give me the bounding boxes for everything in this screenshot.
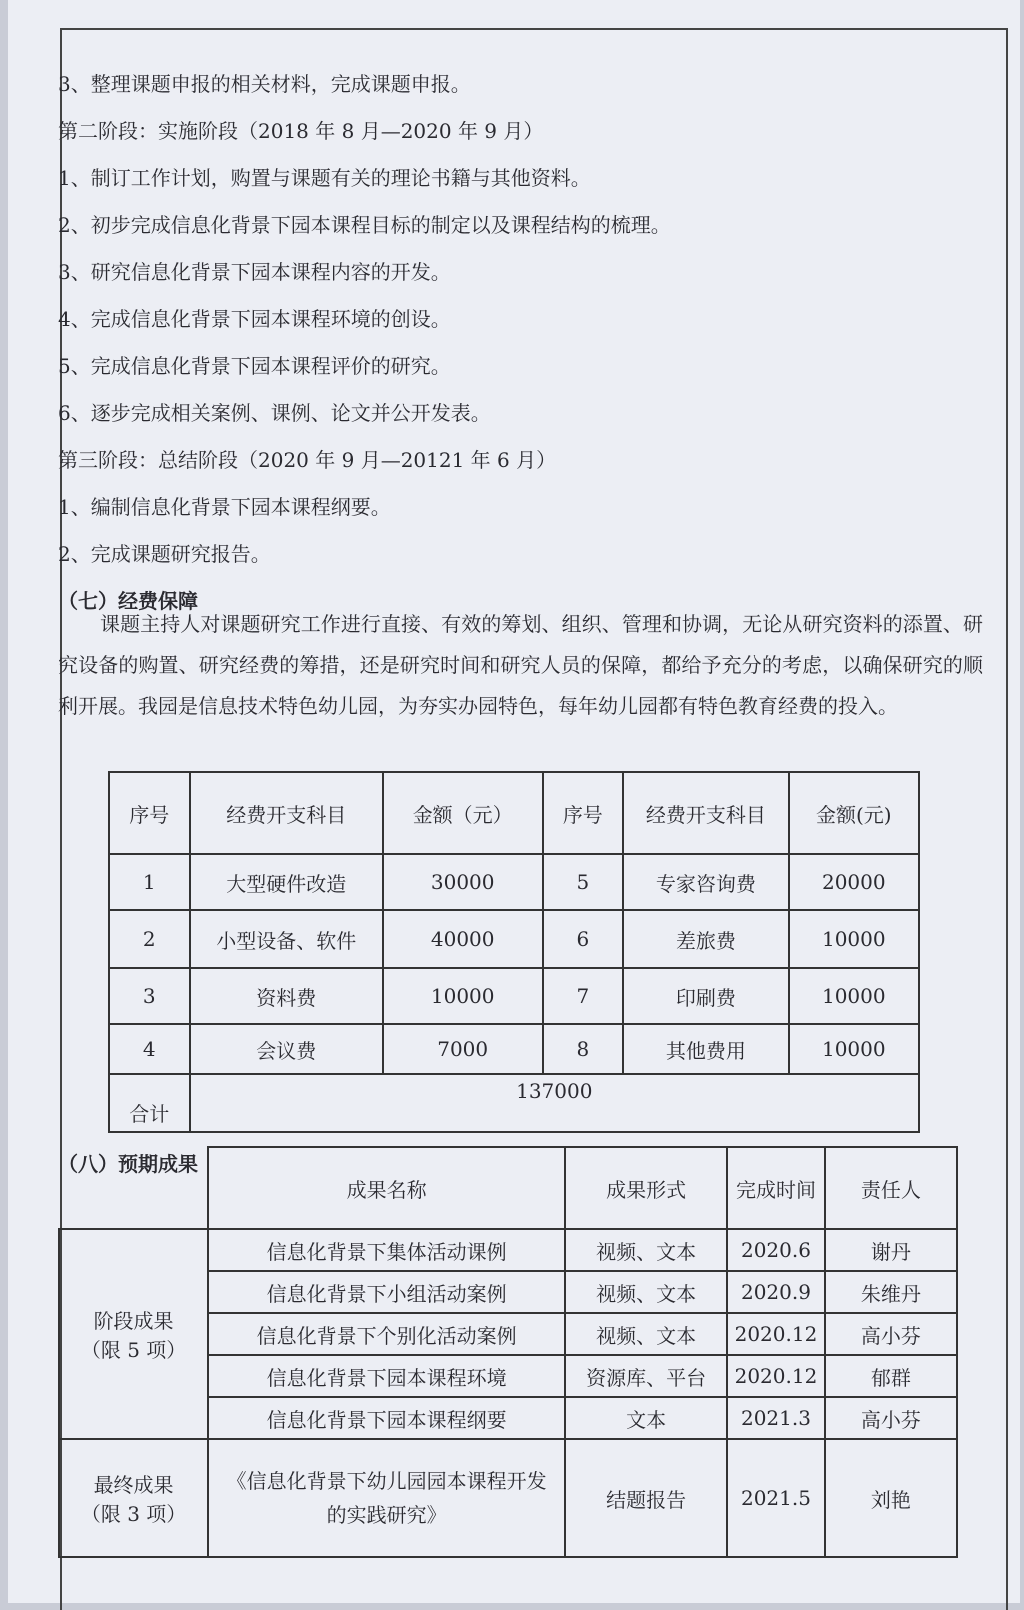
- table-cell: 2020.12: [727, 1313, 825, 1355]
- text-line: 2、完成课题研究报告。: [58, 542, 271, 566]
- table-cell: 6: [543, 910, 624, 968]
- total-label: 合计: [109, 1074, 190, 1132]
- table-cell: 20000: [789, 854, 919, 910]
- table-cell: 10000: [383, 968, 543, 1024]
- header-cell: 经费开支科目: [190, 772, 383, 854]
- text-line: 1、制订工作计划，购置与课题有关的理论书籍与其他资料。: [58, 166, 591, 190]
- header-cell: 责任人: [825, 1147, 957, 1229]
- table-cell: 刘艳: [825, 1439, 957, 1557]
- header-cell: 成果形式: [565, 1147, 727, 1229]
- final-label: 最终成果: [93, 1473, 174, 1497]
- header-cell: 金额(元): [789, 772, 919, 854]
- table-cell: 文本: [565, 1397, 727, 1439]
- table-header-row: [59, 1147, 957, 1229]
- table-cell: 10000: [789, 1024, 919, 1074]
- section-heading-results: （八）预期成果: [58, 1152, 198, 1176]
- table-cell: 资源库、平台: [565, 1355, 727, 1397]
- table-cell: 视频、文本: [565, 1313, 727, 1355]
- table-cell: 专家咨询费: [623, 854, 788, 910]
- table-row: [59, 1229, 957, 1271]
- text-line: 4、完成信息化背景下园本课程环境的创设。: [58, 307, 451, 331]
- table-cell: 其他费用: [623, 1024, 788, 1074]
- table-cell: 2021.5: [727, 1439, 825, 1557]
- table-cell: 8: [543, 1024, 624, 1074]
- table-cell: 7000: [383, 1024, 543, 1074]
- table-cell: 结题报告: [565, 1439, 727, 1557]
- phase-heading: 第三阶段：总结阶段（2020 年 9 月—20121 年 6 月）: [58, 448, 557, 472]
- table-cell: 谢丹: [825, 1229, 957, 1271]
- table-total-row: [109, 1074, 919, 1132]
- table-cell: 10000: [789, 968, 919, 1024]
- table-cell: 大型硬件改造: [190, 854, 383, 910]
- table-cell: 高小芬: [825, 1313, 957, 1355]
- header-cell: 完成时间: [727, 1147, 825, 1229]
- table-row: [109, 1024, 919, 1074]
- text-line: 5、完成信息化背景下园本课程评价的研究。: [58, 354, 451, 378]
- table-cell: 40000: [383, 910, 543, 968]
- table-cell: 7: [543, 968, 624, 1024]
- table-row: [109, 854, 919, 910]
- results-table: [58, 1146, 958, 1558]
- table-cell: 视频、文本: [565, 1271, 727, 1313]
- table-cell: 信息化背景下园本课程环境: [208, 1355, 565, 1397]
- final-limit: （限 3 项）: [80, 1502, 187, 1526]
- text-line: 3、研究信息化背景下园本课程内容的开发。: [58, 260, 451, 284]
- table-row: [109, 910, 919, 968]
- table-cell: 郁群: [825, 1355, 957, 1397]
- table-cell: 资料费: [190, 968, 383, 1024]
- table-row: [109, 968, 919, 1024]
- stage-limit: （限 5 项）: [80, 1338, 187, 1362]
- stage-results-label: [59, 1229, 208, 1439]
- table-cell: 差旅费: [623, 910, 788, 968]
- table-header-row: [109, 772, 919, 854]
- text-line: 6、逐步完成相关案例、课例、论文并公开发表。: [58, 401, 491, 425]
- funding-table: [108, 771, 920, 1133]
- stage-label: 阶段成果: [93, 1309, 174, 1333]
- table-cell: 印刷费: [623, 968, 788, 1024]
- table-cell: 2021.3: [727, 1397, 825, 1439]
- text-line: 3、整理课题申报的相关材料，完成课题申报。: [58, 72, 471, 96]
- header-cell: 序号: [543, 772, 624, 854]
- text-line: 1、编制信息化背景下园本课程纲要。: [58, 495, 391, 519]
- table-cell: 会议费: [190, 1024, 383, 1074]
- table-cell: 4: [109, 1024, 190, 1074]
- table-cell: 2020.6: [727, 1229, 825, 1271]
- funding-paragraph: 课题主持人对课题研究工作进行直接、有效的筹划、组织、管理和协调，无论从研究资料的添置、研究设备的购置、研究经费的筹措，还是研究时间和研究人员的保障，都给予充分的考虑，以确保研究的顺利开展。我园是信息技术特色幼儿园，为夯实办园特色，每年幼儿园都有特色教育经费的投入。: [58, 612, 983, 718]
- total-value: 137000: [190, 1074, 919, 1132]
- table-cell: 2020.12: [727, 1355, 825, 1397]
- table-cell: 2: [109, 910, 190, 968]
- table-cell: 30000: [383, 854, 543, 910]
- final-results-label: [59, 1439, 208, 1557]
- table-row: [59, 1439, 957, 1557]
- section-heading-funding: （七）经费保障: [58, 589, 198, 613]
- table-cell: 小型设备、软件: [190, 910, 383, 968]
- header-cell: 经费开支科目: [623, 772, 788, 854]
- table-cell: 3: [109, 968, 190, 1024]
- table-cell: 5: [543, 854, 624, 910]
- header-cell: 序号: [109, 772, 190, 854]
- table-cell: 朱维丹: [825, 1271, 957, 1313]
- text-line: 2、初步完成信息化背景下园本课程目标的制定以及课程结构的梳理。: [58, 213, 671, 237]
- header-cell-empty: [59, 1147, 208, 1229]
- table-cell: 信息化背景下园本课程纲要: [208, 1397, 565, 1439]
- table-cell: 《信息化背景下幼儿园园本课程开发的实践研究》: [208, 1439, 565, 1557]
- header-cell: 金额（元）: [383, 772, 543, 854]
- table-cell: 高小芬: [825, 1397, 957, 1439]
- table-cell: 2020.9: [727, 1271, 825, 1313]
- table-cell: 10000: [789, 910, 919, 968]
- table-cell: 视频、文本: [565, 1229, 727, 1271]
- table-cell: 1: [109, 854, 190, 910]
- table-cell: 信息化背景下小组活动案例: [208, 1271, 565, 1313]
- phase-heading: 第二阶段：实施阶段（2018 年 8 月—2020 年 9 月）: [58, 119, 544, 143]
- header-cell: 成果名称: [208, 1147, 565, 1229]
- table-cell: 信息化背景下个别化活动案例: [208, 1313, 565, 1355]
- table-cell: 信息化背景下集体活动课例: [208, 1229, 565, 1271]
